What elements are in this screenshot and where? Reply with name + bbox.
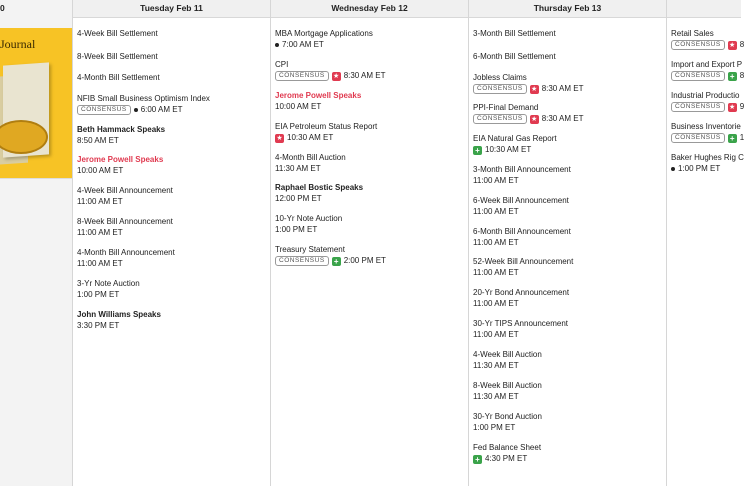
event-time-row <box>473 145 557 155</box>
bullet-dot-icon <box>275 43 279 47</box>
high-impact-star-icon: ★ <box>333 72 340 80</box>
event-time-row <box>275 194 363 204</box>
consensus-badge[interactable]: CONSENSUS <box>671 40 725 50</box>
event-time: 11:30 AM ET <box>473 392 519 401</box>
event-name[interactable]: Jerome Powell Speaks <box>275 91 362 100</box>
calendar-event[interactable] <box>77 52 158 62</box>
event-name[interactable]: Baker Hughes Rig C <box>671 153 744 162</box>
consensus-badge[interactable]: CONSENSUS <box>275 256 329 266</box>
event-time-row <box>473 114 583 124</box>
event-name[interactable]: 8-Week Bill Settlement <box>77 52 158 61</box>
calendar-event[interactable] <box>275 91 361 112</box>
left-divider <box>0 178 72 179</box>
event-time-row <box>77 321 161 331</box>
event-time: 9 <box>739 102 744 111</box>
event-name[interactable]: 6-Month Bill Announcement <box>473 227 571 236</box>
event-name[interactable]: Beth Hammack Speaks <box>77 125 166 134</box>
event-name[interactable]: 52-Week Bill Announcement <box>473 257 574 266</box>
event-time-row <box>473 392 542 402</box>
event-name[interactable]: MBA Mortgage Applications <box>275 29 373 38</box>
ad-title: Journal <box>0 37 36 51</box>
event-name[interactable]: 3-Month Bill Announcement <box>473 165 571 174</box>
event-time-row <box>473 361 542 371</box>
event-name[interactable]: Industrial Productio <box>671 91 740 100</box>
event-time-row <box>473 84 583 94</box>
event-time-row <box>77 166 163 176</box>
event-time: 8:30 AM ET <box>541 84 584 93</box>
calendar-event[interactable] <box>275 214 342 235</box>
consensus-badge[interactable]: CONSENSUS <box>275 71 329 81</box>
event-name[interactable]: Retail Sales <box>671 29 714 38</box>
event-name[interactable]: Business Inventorie <box>671 122 741 131</box>
event-time-row <box>473 454 541 464</box>
event-time-row <box>671 71 744 81</box>
left-column <box>0 0 72 486</box>
event-time: 8:50 AM ET <box>77 136 119 145</box>
calendar-event[interactable] <box>473 319 568 340</box>
event-time: 1:00 PM ET <box>275 225 318 234</box>
event-time-row <box>275 102 361 112</box>
calendar-event[interactable] <box>77 125 165 146</box>
calendar-event[interactable] <box>275 153 346 174</box>
calendar-event[interactable] <box>473 412 542 433</box>
event-name[interactable]: CPI <box>275 60 289 69</box>
event-name[interactable]: 8-Week Bill Announcement <box>77 217 173 226</box>
event-time-row <box>473 207 569 217</box>
day-header: Wednesday Feb 12 <box>331 3 408 13</box>
calendar-event[interactable] <box>473 227 571 248</box>
high-impact-star-icon: ★ <box>729 103 736 111</box>
event-time: 8 <box>739 40 744 49</box>
event-time: 2:00 PM ET <box>343 256 386 265</box>
event-time-row <box>77 290 140 300</box>
event-time-row <box>77 136 165 146</box>
event-name[interactable]: 3-Yr Note Auction <box>77 279 140 288</box>
consensus-badge[interactable]: CONSENSUS <box>671 71 725 81</box>
event-name[interactable]: 6-Month Bill Settlement <box>473 52 556 61</box>
calendar-event[interactable] <box>473 288 569 309</box>
plus-icon: + <box>473 455 482 464</box>
event-name[interactable]: 20-Yr Bond Announcement <box>473 288 570 297</box>
event-name[interactable]: Import and Export P <box>671 60 743 69</box>
event-time-row <box>473 423 542 433</box>
event-name[interactable]: 4-Week Bill Auction <box>473 350 542 359</box>
bullet-dot-icon <box>134 108 138 112</box>
event-time: 4:30 PM ET <box>485 454 528 463</box>
left-column-header: 0 <box>0 3 5 13</box>
event-time: 1:00 PM ET <box>77 290 120 299</box>
plus-icon: + <box>728 72 737 81</box>
event-time: 12:00 PM ET <box>275 194 322 203</box>
event-name[interactable]: 3-Month Bill Settlement <box>473 29 556 38</box>
event-name[interactable]: 30-Yr TIPS Announcement <box>473 319 569 328</box>
calendar-event[interactable] <box>275 29 373 50</box>
event-time: 11:30 AM ET <box>473 361 519 370</box>
event-time-row <box>671 164 744 174</box>
event-time: 11:00 AM ET <box>473 238 519 247</box>
event-time: 8:30 AM ET <box>541 114 584 123</box>
event-time: 1:00 PM ET <box>473 423 516 432</box>
event-time: 10:30 AM ET <box>287 133 334 142</box>
event-time: 10:00 AM ET <box>275 102 322 111</box>
calendar-event[interactable] <box>77 29 158 39</box>
calendar-event[interactable] <box>473 165 571 186</box>
calendar-event[interactable] <box>473 196 569 217</box>
event-name[interactable]: Treasury Statement <box>275 245 345 254</box>
calendar-event[interactable] <box>671 29 744 50</box>
event-name[interactable]: PPI-Final Demand <box>473 103 539 112</box>
event-time-row <box>671 102 744 112</box>
event-time: 11:00 AM ET <box>77 197 123 206</box>
plus-icon: + <box>332 257 341 266</box>
event-time: 8 <box>739 71 744 80</box>
calendar-event[interactable] <box>77 73 160 83</box>
event-time: 8:30 AM ET <box>343 71 386 80</box>
event-name[interactable]: 4-Week Bill Settlement <box>77 29 158 38</box>
day-header <box>667 0 741 17</box>
event-name[interactable]: EIA Petroleum Status Report <box>275 122 378 131</box>
calendar-event[interactable] <box>473 52 556 62</box>
high-impact-star-icon: ★ <box>729 41 736 49</box>
event-time: 11:00 AM ET <box>77 259 123 268</box>
event-time: 11:00 AM ET <box>473 330 519 339</box>
calendar-event[interactable] <box>275 183 363 204</box>
consensus-badge[interactable]: CONSENSUS <box>473 84 527 94</box>
calendar-event[interactable] <box>473 73 583 94</box>
event-time: 11:00 AM ET <box>473 299 519 308</box>
event-time-row <box>77 228 173 238</box>
calendar-event[interactable] <box>77 248 175 269</box>
calendar-event[interactable] <box>275 122 377 143</box>
calendar-event[interactable] <box>275 60 385 81</box>
event-time: 11:00 AM ET <box>473 207 519 216</box>
consensus-badge[interactable]: CONSENSUS <box>77 105 131 115</box>
calendar-event[interactable] <box>77 310 161 331</box>
event-name[interactable]: 10-Yr Note Auction <box>275 214 343 223</box>
day-column-thursday <box>469 0 666 486</box>
event-name[interactable]: 4-Month Bill Announcement <box>77 248 175 257</box>
event-name[interactable]: Fed Balance Sheet <box>473 443 542 452</box>
event-time-row <box>473 238 571 248</box>
event-time-row <box>671 40 744 50</box>
event-time-row <box>77 105 210 115</box>
event-time-row <box>275 256 386 266</box>
journal-ad-banner[interactable] <box>0 28 72 178</box>
event-time: 7:00 AM ET <box>282 40 324 49</box>
event-time: 10:00 AM ET <box>77 166 124 175</box>
event-time: 11:00 AM ET <box>473 176 519 185</box>
calendar-event[interactable] <box>671 153 744 174</box>
event-time-row <box>275 225 342 235</box>
event-time-row <box>473 299 569 309</box>
plus-icon: + <box>473 146 482 155</box>
event-time-row <box>77 259 175 269</box>
event-time-row <box>473 268 573 278</box>
event-time: 6:00 AM ET <box>140 105 183 114</box>
event-time: 10:30 AM ET <box>485 145 532 154</box>
calendar-event[interactable] <box>77 279 140 300</box>
day-column-wednesday <box>271 0 468 486</box>
calendar-event[interactable] <box>473 350 542 371</box>
event-name[interactable]: John Williams Speaks <box>77 310 161 319</box>
calendar-event[interactable] <box>473 29 556 39</box>
event-name[interactable]: 30-Yr Bond Auction <box>473 412 542 421</box>
event-time: 3:30 PM ET <box>77 321 120 330</box>
event-time-row <box>275 133 377 143</box>
event-time: 11:00 AM ET <box>77 228 123 237</box>
consensus-badge[interactable]: CONSENSUS <box>671 133 725 143</box>
calendar-event[interactable] <box>473 103 583 124</box>
event-time: 1 <box>739 133 744 142</box>
bullet-dot-icon <box>671 167 675 171</box>
event-time: 1:00 PM ET <box>678 164 721 173</box>
consensus-badge[interactable]: CONSENSUS <box>671 102 725 112</box>
calendar-event[interactable] <box>77 155 163 176</box>
event-time-row <box>473 330 568 340</box>
day-header: Thursday Feb 13 <box>533 3 602 13</box>
event-time-row <box>275 71 385 81</box>
event-name[interactable]: EIA Natural Gas Report <box>473 134 557 143</box>
calendar-event[interactable] <box>671 91 744 112</box>
event-name[interactable]: 4-Week Bill Announcement <box>77 186 173 195</box>
event-time: 11:00 AM ET <box>473 268 519 277</box>
event-time: 11:30 AM ET <box>275 164 321 173</box>
event-time-row <box>275 40 373 50</box>
calendar-event[interactable] <box>473 443 541 464</box>
event-name[interactable]: 4-Month Bill Settlement <box>77 73 160 82</box>
calendar-event[interactable] <box>77 186 173 207</box>
event-time-row <box>77 197 173 207</box>
calendar-event[interactable] <box>671 122 744 143</box>
consensus-badge[interactable]: CONSENSUS <box>473 114 527 124</box>
calendar-event[interactable] <box>77 217 173 238</box>
calendar-event[interactable] <box>671 60 744 81</box>
day-column-friday <box>667 0 744 486</box>
event-name[interactable]: 8-Week Bill Auction <box>473 381 542 390</box>
event-name[interactable]: 4-Month Bill Auction <box>275 153 346 162</box>
calendar-event[interactable] <box>275 245 386 266</box>
event-name[interactable]: 6-Week Bill Announcement <box>473 196 569 205</box>
calendar-event[interactable] <box>473 381 542 402</box>
calendar-event[interactable] <box>77 94 210 115</box>
calendar-event[interactable] <box>473 134 557 155</box>
high-impact-star-icon: ★ <box>531 85 538 93</box>
day-column-tuesday <box>73 0 270 486</box>
event-time-row <box>275 164 346 174</box>
day-header: Tuesday Feb 11 <box>140 3 203 13</box>
high-impact-star-icon: ★ <box>276 134 283 142</box>
event-name[interactable]: Jerome Powell Speaks <box>77 155 164 164</box>
plus-icon: + <box>728 134 737 143</box>
event-time-row <box>473 176 571 186</box>
calendar-event[interactable] <box>473 257 573 278</box>
high-impact-star-icon: ★ <box>531 115 538 123</box>
event-name[interactable]: Jobless Claims <box>473 73 527 82</box>
event-name[interactable]: Raphael Bostic Speaks <box>275 183 364 192</box>
event-name[interactable]: NFIB Small Business Optimism Index <box>77 94 210 103</box>
event-time-row <box>671 133 744 143</box>
